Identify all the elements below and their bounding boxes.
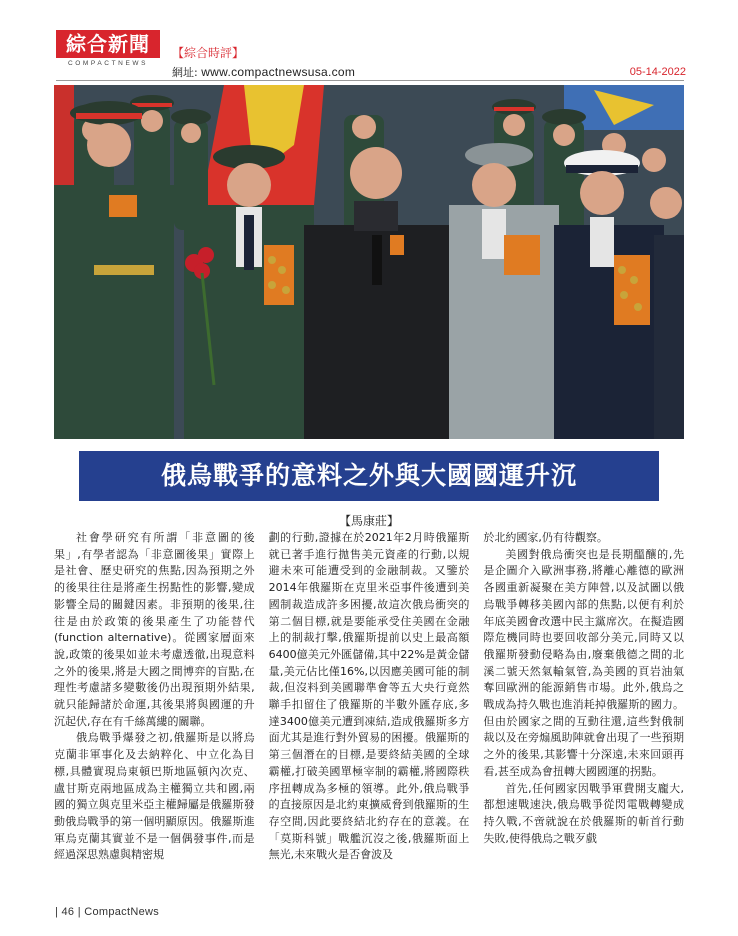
article-byline: 【馬康莊】 bbox=[338, 514, 399, 528]
paragraph: 劃的行動,證據在於2021年2月時俄羅斯就已著手進行拋售美元資產的行動,以規避未來可能遭受到的金融制裁。又鑒於2014年俄羅斯在克里米亞事件後遭到美國制裁造成許多困擾,故這次俄烏衝突的第二個目標,就是要能承受住美國在金融上的制裁打擊,俄羅斯提前以史上最高額6400億美元外匯儲備,其中22%是黃金儲量,美元佔比僅16%,以因應美國可能的制裁,但沒料到美國聯準會等五大央行竟然聯手扣留住了俄羅斯的半數外匯存底,多達3400億美元遭到凍結,造成俄羅斯多方面尤其是進行對外貿易的困擾。俄羅斯的第三個潛在的目標,是要終結美國的全球霸權,打破美國單極宰制的霸權,將國際秩序扭轉成為多極的領導。此外,俄烏戰爭的直接原因是北約東擴威脅到俄羅斯的生存空間,因此要終結北約存在的意義。在「莫斯科號」戰艦沉沒之後,俄羅斯面上無光,未來戰火是否會波及 bbox=[268, 531, 470, 862]
website-url: www.compactnewsusa.com bbox=[201, 65, 356, 79]
paragraph: 社會學研究有所謂「非意圖的後果」,有學者認為「非意圖後果」實際上是社會、歷史研究的焦點,因為預期之外的後果往往是將產生拐點性的影響,變成影響全局的關鍵因素。非預期的後果,往往是由於政策的後果產生了功能替代 (function alternative)。從國家層面來說,政策的後果如並未考慮透徹,出現意料之外的後果,將是大國之間博弈的盲點,在理性考慮諸多變數後仍出現預期外結果,就只能歸諸於命運,其後果將與國運的升沉起伏,存在有千絲萬縷的關聯。 bbox=[54, 531, 255, 728]
masthead-logo bbox=[56, 30, 160, 67]
article-column-1 bbox=[54, 530, 255, 905]
paragraph: 美國對俄烏衝突也是長期醞釀的,先是企圖介入歐洲事務,將離心離德的歐洲各國重新凝聚在美方陣營,以及試圖以俄烏戰爭轉移美國內部的焦點,以便有利於年底美國會改選中民主黨席次。在擬造國際危機同時也要回收部分美元,同時又以俄羅斯發動侵略為由,廢棄俄德之間的北溪二號天然氣輸氣管,為美國的頁岩油氣奪回歐洲的能源銷售市場。此外,俄烏之戰成為持久戰也進消耗掉俄羅斯的國力。但由於國家之間的互動往還,這些對俄制裁以及在旁煽風助陣就會出現了一些預期之外的後果,其影響十分深遠,未來回頭再看,甚至成為會扭轉大國國運的拐點。 bbox=[483, 547, 685, 778]
issue-date: 05-14-2022 bbox=[629, 66, 686, 78]
website-line bbox=[172, 64, 355, 80]
lead-photo bbox=[54, 85, 684, 439]
section-tag: 【綜合時評】 bbox=[172, 46, 245, 60]
article-headline: 俄烏戰爭的意料之外與大國國運升沉 bbox=[79, 451, 659, 501]
article-column-2 bbox=[269, 530, 470, 905]
page-folio: | 46 | CompactNews bbox=[55, 906, 160, 918]
paragraph: 於北約國家,仍有待觀察。 bbox=[483, 531, 608, 544]
article-body bbox=[54, 530, 684, 905]
logo-subtitle: COMPACTNEWS bbox=[67, 60, 149, 67]
lead-photo-illustration bbox=[54, 85, 684, 439]
paragraph: 俄烏戰爭爆發之初,俄羅斯是以將烏克蘭非軍事化及去納粹化、中立化為目標,具體實現烏東頓巴斯地區頓內次克、盧甘斯克兩地區成為主權獨立共和國,兩國的獨立與克里米亞主權歸屬是俄羅斯發動俄烏戰爭的第一個明顯原因。俄羅斯進軍烏克蘭其實並不是一個偶發事件,而是經過深思熟慮與精密規 bbox=[54, 731, 255, 862]
paragraph: 首先,任何國家因戰爭軍費開支龐大,都想速戰速決,俄烏戰爭從閃電戰轉變成持久戰,不啻就說在於俄羅斯的斬首行動失敗,使得俄烏之戰歹戲 bbox=[483, 781, 685, 845]
article-column-3 bbox=[483, 530, 684, 905]
header-divider bbox=[56, 80, 684, 81]
website-label: 網址: bbox=[172, 66, 198, 79]
logo-title: 綜合新聞 bbox=[56, 30, 160, 58]
